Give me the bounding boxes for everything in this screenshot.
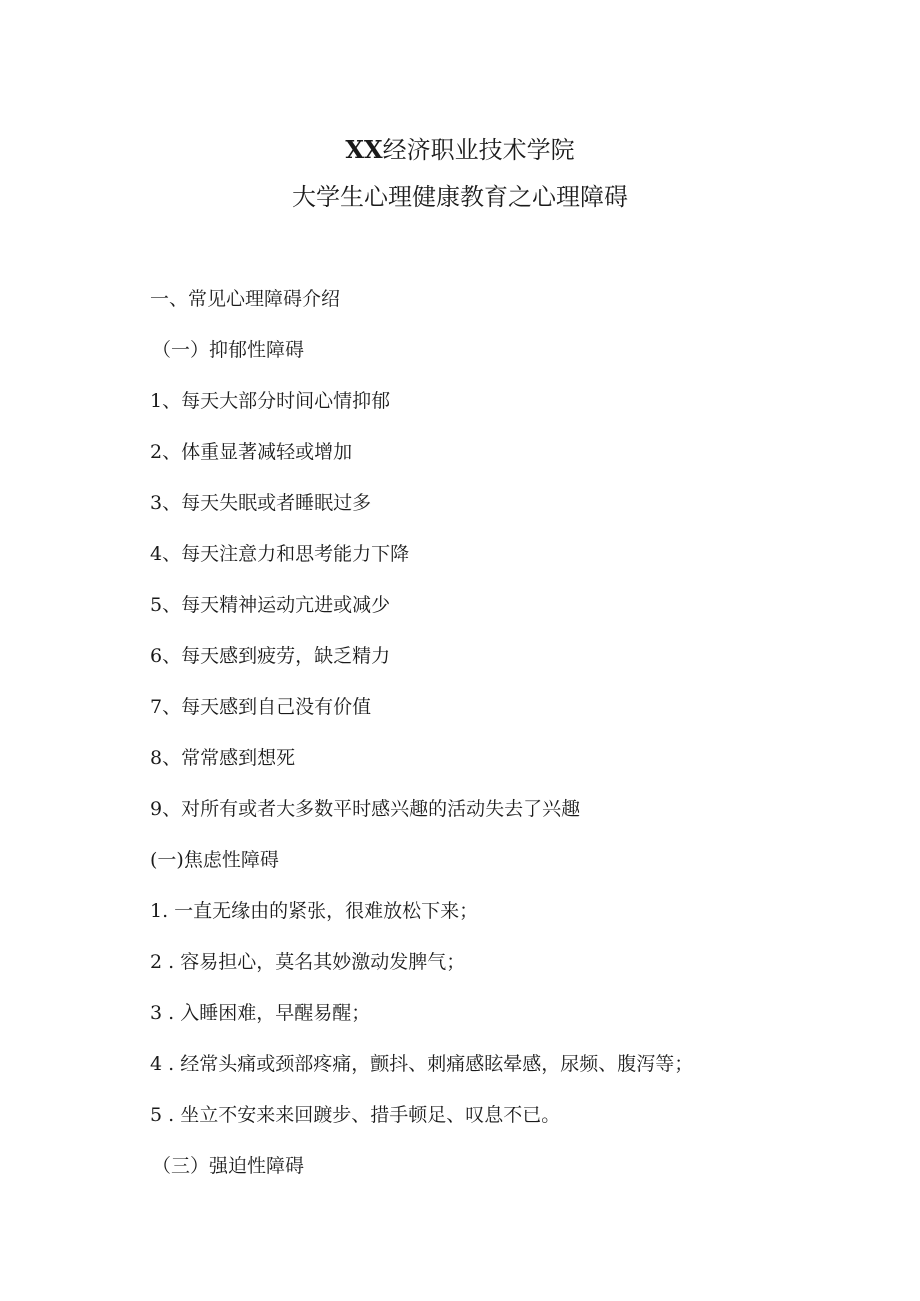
list-item: 4 . 经常头痛或颈部疼痛，颤抖、刺痛感眩晕感，尿频、腹泻等； [150,1053,694,1075]
list-item: 2 . 容易担心，莫名其妙激动发脾气； [150,951,466,973]
list-item: 3 . 入睡困难，早醒易醒； [150,1002,371,1024]
list-item: 9、对所有或者大多数平时感兴趣的活动失去了兴趣 [150,798,581,820]
list-item: 2、体重显著减轻或增加 [150,441,353,463]
list-item: 5、每天精神运动亢进或减少 [150,594,391,616]
subsection-heading-depression: （一）抑郁性障碍 [152,339,305,361]
list-item: 5 . 坐立不安来来回踱步、措手顿足、叹息不已。 [150,1104,561,1126]
section-heading: 一、常见心理障碍介绍 [150,288,341,310]
list-item: 1. 一直无缘由的紧张，很难放松下来； [150,900,479,922]
list-item: 8、常常感到想死 [150,747,296,769]
subsection-heading-anxiety: (一)焦虑性障碍 [150,849,279,871]
list-item: 3、每天失眠或者睡眠过多 [150,492,372,514]
title-prefix: XX [345,135,383,164]
list-item: 1、每天大部分时间心情抑郁 [150,390,391,412]
list-item: 6、每天感到疲劳，缺乏精力 [150,645,391,667]
subsection-heading-obsessive: （三）强迫性障碍 [152,1155,305,1177]
document-title [0,135,920,165]
list-item: 4、每天注意力和思考能力下降 [150,543,410,565]
document-subtitle: 大学生心理健康教育之心理障碍 [292,183,628,211]
title-rest: 经济职业技术学院 [382,136,575,164]
list-item: 7、每天感到自己没有价值 [150,696,372,718]
